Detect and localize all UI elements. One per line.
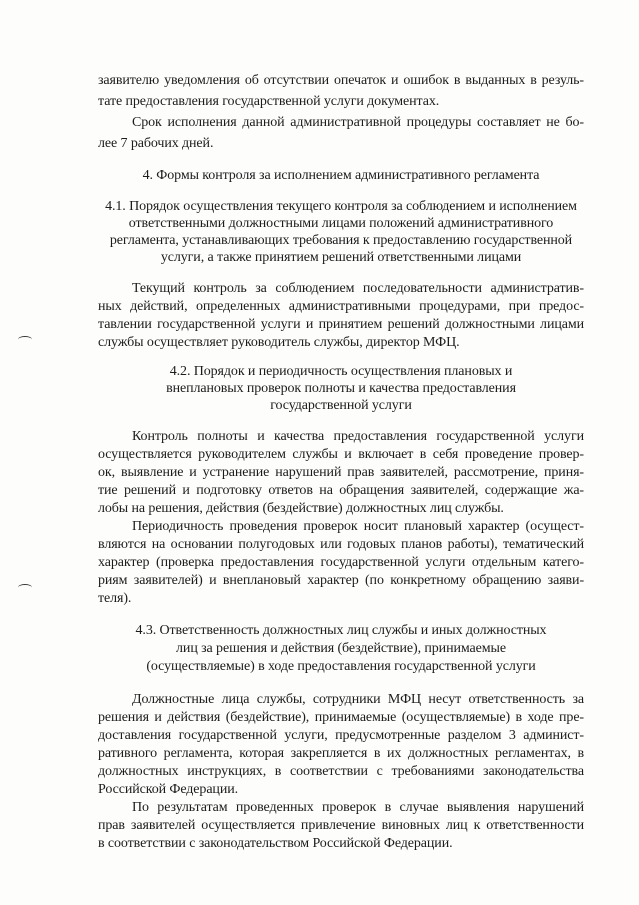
text-line: тавлении государственной услуги и принятием решений должностными лицами	[98, 317, 584, 332]
text-line: прав заявителей осуществляется привлечение виновных лиц к ответственности	[98, 818, 584, 833]
punch-hole-mark-bottom	[18, 584, 32, 591]
subsection-heading: регламента, устанавливающих требования к предоставлению государственной	[109, 233, 573, 248]
text-line: вляются на основании полугодовых или годовых планов работы), тематический	[98, 537, 584, 552]
subsection-heading: услуги, а также принятием решений ответственными лицами	[160, 250, 522, 265]
text-line: лобы на решения, действия (бездействие) должностных лиц службы.	[98, 501, 504, 516]
subsection-heading: внеплановых проверок полноты и качества предоставления	[166, 381, 516, 396]
subsection-heading: лиц за решения и действия (бездействие), принимаемые	[176, 641, 506, 656]
subsection-heading: 4.3. Ответственность должностных лиц службы и иных должностных	[135, 623, 547, 638]
text-line: тате предоставления государственной услуги документах.	[98, 94, 440, 109]
text-line: тие решений и подготовку ответов на обращения заявителей, содержащие жа-	[98, 483, 584, 498]
text-line: Периодичность проведения проверок носит плановый характер (осущест-	[132, 519, 584, 534]
subsection-heading: 4.1. Порядок осуществления текущего контроля за соблюдением и исполнением	[105, 199, 577, 214]
text-line: ных действий, определенных административными процедурами, при предос-	[98, 299, 584, 314]
section-title: 4. Формы контроля за исполнением административного регламента	[142, 168, 540, 183]
subsection-heading: государственной услуги	[270, 398, 412, 413]
text-line: Срок исполнения данной административной процедуры составляет не бо-	[132, 115, 584, 130]
text-line: Российской Федерации.	[98, 782, 239, 797]
text-line: ок, выявление и устранение нарушений прав заявителей, рассмотрение, приня-	[98, 465, 584, 480]
text-line: осуществляется руководителем службы и включает в себя проведение провер-	[98, 447, 584, 462]
subsection-heading: (осуществляемые) в ходе предоставления государственной услуги	[146, 659, 536, 674]
text-line: должностных инструкциях, в соответствии с требованиями законодательства	[98, 764, 584, 779]
text-line: теля).	[98, 591, 132, 606]
text-line: ративного регламента, которая закрепляется в их должностных регламентах, в	[98, 746, 584, 761]
punch-hole-mark-top	[18, 336, 32, 343]
text-line: Контроль полноты и качества предоставления государственной услуги	[132, 429, 584, 444]
text-line: службы осуществляет руководитель службы, директор МФЦ.	[98, 335, 460, 350]
subsection-heading: ответственными должностными лицами положений административного	[128, 216, 554, 231]
text-line: Должностные лица службы, сотрудники МФЦ несут ответственность за	[132, 692, 584, 707]
text-line: характер (проверка предоставления государственной услуги отдельным катего-	[98, 555, 584, 570]
subsection-heading: 4.2. Порядок и периодичность осуществления плановых и	[169, 364, 513, 379]
text-line: заявителю уведомления об отсутствии опечаток и ошибок в выданных в резуль-	[98, 73, 584, 88]
text-line: лее 7 рабочих дней.	[98, 136, 214, 151]
text-line: риям заявителей) и внеплановый характер (по конкретному обращению заяви-	[98, 573, 584, 588]
text-line: доставления государственной услуги, предусмотренные разделом 3 админист-	[98, 728, 584, 743]
text-line: в соответствии с законодательством Российской Федерации.	[98, 836, 453, 851]
text-line: решения и действия (бездействие), принимаемые (осуществляемые) в ходе пре-	[98, 710, 584, 725]
text-line: Текущий контроль за соблюдением последовательности административ-	[132, 281, 584, 296]
text-line: По результатам проведенных проверок в случае выявления нарушений	[132, 800, 584, 815]
